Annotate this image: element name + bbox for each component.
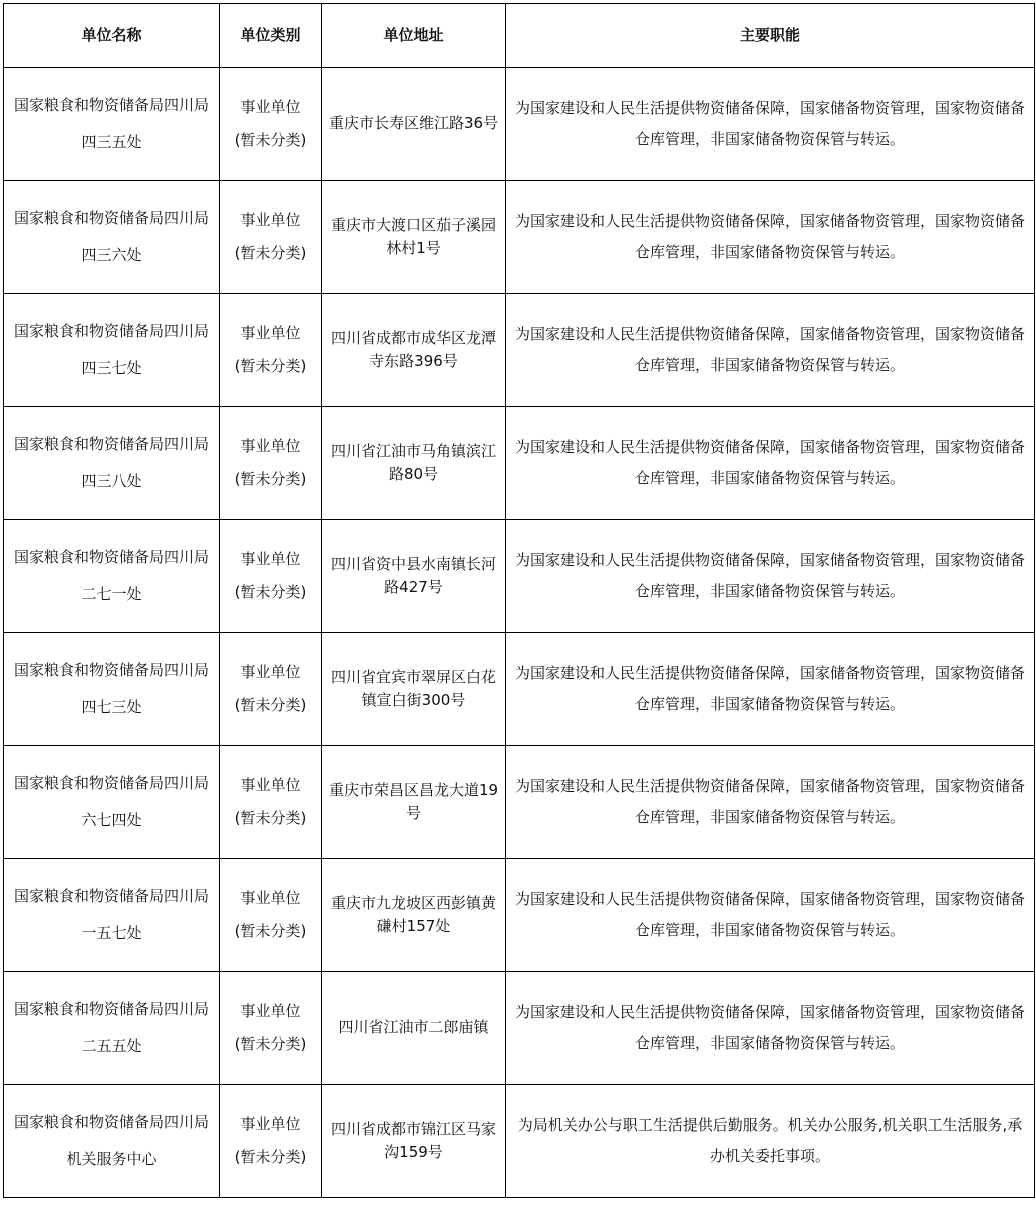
- unit-duty: 为国家建设和人民生活提供物资储备保障，国家储备物资管理，国家物资储备仓库管理，非国家储备物资保管与转运。: [515, 437, 1026, 487]
- unit-name-line2: 四三五处: [81, 133, 142, 151]
- unit-name-line2: 四三七处: [81, 359, 142, 377]
- unit-address: 重庆市长寿区维江路36号: [328, 114, 499, 133]
- unit-address: 重庆市荣昌区昌龙大道19号: [328, 780, 499, 822]
- unit-duty: 为国家建设和人民生活提供物资储备保障，国家储备物资管理，国家物资储备仓库管理，非国家储备物资保管与转运。: [515, 211, 1026, 261]
- unit-duty-cell: [506, 746, 1035, 859]
- unit-duty-cell: [506, 1085, 1035, 1198]
- unit-name-line2: 四三六处: [81, 246, 142, 264]
- unit-name-line1: 国家粮食和物资储备局四川局: [13, 660, 209, 679]
- unit-address-cell: [322, 407, 506, 520]
- unit-address-cell: [322, 633, 506, 746]
- table-row: [4, 746, 1035, 859]
- unit-name-line2: 四七三处: [81, 698, 142, 716]
- table-row: [4, 294, 1035, 407]
- unit-duty-cell: [506, 633, 1035, 746]
- unit-address-cell: [322, 1085, 506, 1198]
- unit-name-line1: 国家粮食和物资储备局四川局: [13, 547, 209, 566]
- unit-type-cell: [220, 746, 322, 859]
- unit-name-line1: 国家粮食和物资储备局四川局: [13, 886, 209, 905]
- table-row: [4, 68, 1035, 181]
- unit-type-line2: (暂未分类): [234, 583, 307, 601]
- unit-duty: 为国家建设和人民生活提供物资储备保障，国家储备物资管理，国家物资储备仓库管理，非国家储备物资保管与转运。: [515, 776, 1026, 826]
- unit-type-cell: [220, 1085, 322, 1198]
- unit-type-line1: 事业单位: [240, 549, 301, 568]
- unit-duty-cell: [506, 520, 1035, 633]
- unit-type-line2: (暂未分类): [234, 696, 307, 714]
- unit-name-line2: 二七一处: [81, 585, 142, 603]
- unit-duty: 为国家建设和人民生活提供物资储备保障，国家储备物资管理，国家物资储备仓库管理，非国家储备物资保管与转运。: [515, 889, 1026, 939]
- unit-type-line1: 事业单位: [240, 436, 301, 455]
- header-unit-type: 单位类别: [220, 4, 322, 68]
- unit-address: 重庆市九龙坡区西彭镇黄磏村157处: [330, 893, 496, 935]
- unit-name-line1: 国家粮食和物资储备局四川局: [13, 999, 209, 1018]
- unit-duty: 为局机关办公与职工生活提供后勤服务。机关办公服务,机关职工生活服务,承办机关委托事项。: [517, 1115, 1023, 1165]
- unit-address: 四川省宜宾市翠屏区白花镇宣白街300号: [330, 667, 496, 709]
- unit-name-cell: [4, 68, 220, 181]
- unit-duty: 为国家建设和人民生活提供物资储备保障，国家储备物资管理，国家物资储备仓库管理，非国家储备物资保管与转运。: [515, 1002, 1026, 1052]
- units-table: [3, 3, 1035, 1198]
- table-row: [4, 181, 1035, 294]
- unit-type-line2: (暂未分类): [234, 809, 307, 827]
- unit-address-cell: [322, 520, 506, 633]
- unit-name-cell: [4, 633, 220, 746]
- unit-name-line1: 国家粮食和物资储备局四川局: [13, 1112, 209, 1131]
- unit-name-cell: [4, 520, 220, 633]
- unit-type-cell: [220, 859, 322, 972]
- unit-address: 重庆市大渡口区茄子溪园林村1号: [330, 215, 496, 257]
- table-row: [4, 972, 1035, 1085]
- unit-duty-cell: [506, 407, 1035, 520]
- unit-name-line1: 国家粮食和物资储备局四川局: [13, 773, 209, 792]
- unit-type-cell: [220, 633, 322, 746]
- unit-type-line2: (暂未分类): [234, 1035, 307, 1053]
- table-row: [4, 1085, 1035, 1198]
- unit-type-line2: (暂未分类): [234, 244, 307, 262]
- unit-duty: 为国家建设和人民生活提供物资储备保障，国家储备物资管理，国家物资储备仓库管理，非国家储备物资保管与转运。: [515, 98, 1026, 148]
- unit-name-cell: [4, 407, 220, 520]
- unit-type-line2: (暂未分类): [234, 131, 307, 149]
- unit-duty-cell: [506, 68, 1035, 181]
- unit-duty: 为国家建设和人民生活提供物资储备保障，国家储备物资管理，国家物资储备仓库管理，非国家储备物资保管与转运。: [515, 550, 1026, 600]
- unit-address: 四川省江油市马角镇滨江路80号: [330, 441, 496, 483]
- unit-type-line2: (暂未分类): [234, 1148, 307, 1166]
- unit-name-cell: [4, 746, 220, 859]
- header-unit-address: 单位地址: [322, 4, 506, 68]
- unit-duty: 为国家建设和人民生活提供物资储备保障，国家储备物资管理，国家物资储备仓库管理，非国家储备物资保管与转运。: [515, 663, 1026, 713]
- unit-address: 四川省资中县水南镇长河路427号: [330, 554, 496, 596]
- unit-type-line1: 事业单位: [240, 775, 301, 794]
- table-row: [4, 633, 1035, 746]
- unit-name-line2: 六七四处: [81, 811, 142, 829]
- table-row: [4, 407, 1035, 520]
- unit-duty-cell: [506, 859, 1035, 972]
- unit-type-line2: (暂未分类): [234, 357, 307, 375]
- unit-type-line2: (暂未分类): [234, 922, 307, 940]
- unit-duty-cell: [506, 972, 1035, 1085]
- unit-name-line1: 国家粮食和物资储备局四川局: [13, 434, 209, 453]
- unit-duty: 为国家建设和人民生活提供物资储备保障，国家储备物资管理，国家物资储备仓库管理，非国家储备物资保管与转运。: [515, 324, 1026, 374]
- unit-name-line2: 二五五处: [81, 1037, 142, 1055]
- unit-address-cell: [322, 972, 506, 1085]
- unit-address-cell: [322, 68, 506, 181]
- unit-type-line2: (暂未分类): [234, 470, 307, 488]
- unit-type-line1: 事业单位: [240, 323, 301, 342]
- unit-name-cell: [4, 859, 220, 972]
- table-row: [4, 520, 1035, 633]
- unit-name-line2: 四三八处: [81, 472, 142, 490]
- unit-address-cell: [322, 859, 506, 972]
- unit-type-cell: [220, 68, 322, 181]
- unit-type-cell: [220, 181, 322, 294]
- unit-type-cell: [220, 972, 322, 1085]
- unit-type-line1: 事业单位: [240, 662, 301, 681]
- unit-name-line1: 国家粮食和物资储备局四川局: [13, 208, 209, 227]
- header-unit-name: 单位名称: [4, 4, 220, 68]
- unit-name-line1: 国家粮食和物资储备局四川局: [13, 95, 209, 114]
- unit-address-cell: [322, 294, 506, 407]
- unit-type-line1: 事业单位: [240, 210, 301, 229]
- unit-name-line1: 国家粮食和物资储备局四川局: [13, 321, 209, 340]
- header-main-duties: 主要职能: [506, 4, 1035, 68]
- unit-name-line2: 一五七处: [81, 924, 142, 942]
- unit-type-cell: [220, 520, 322, 633]
- unit-address-cell: [322, 181, 506, 294]
- unit-type-line1: 事业单位: [240, 97, 301, 116]
- unit-address: 四川省成都市锦江区马家沟159号: [330, 1119, 496, 1161]
- unit-type-cell: [220, 294, 322, 407]
- unit-name-cell: [4, 1085, 220, 1198]
- unit-address: 四川省成都市成华区龙潭寺东路396号: [330, 328, 496, 370]
- unit-duty-cell: [506, 294, 1035, 407]
- unit-duty-cell: [506, 181, 1035, 294]
- unit-name-cell: [4, 294, 220, 407]
- unit-address-cell: [322, 746, 506, 859]
- unit-type-line1: 事业单位: [240, 1114, 301, 1133]
- unit-address: 四川省江油市二郎庙镇: [338, 1018, 489, 1037]
- unit-type-line1: 事业单位: [240, 1001, 301, 1020]
- unit-name-cell: [4, 181, 220, 294]
- unit-type-line1: 事业单位: [240, 888, 301, 907]
- unit-type-cell: [220, 407, 322, 520]
- header-row: [4, 4, 1035, 68]
- unit-name-line2: 机关服务中心: [66, 1150, 157, 1168]
- table-row: [4, 859, 1035, 972]
- unit-name-cell: [4, 972, 220, 1085]
